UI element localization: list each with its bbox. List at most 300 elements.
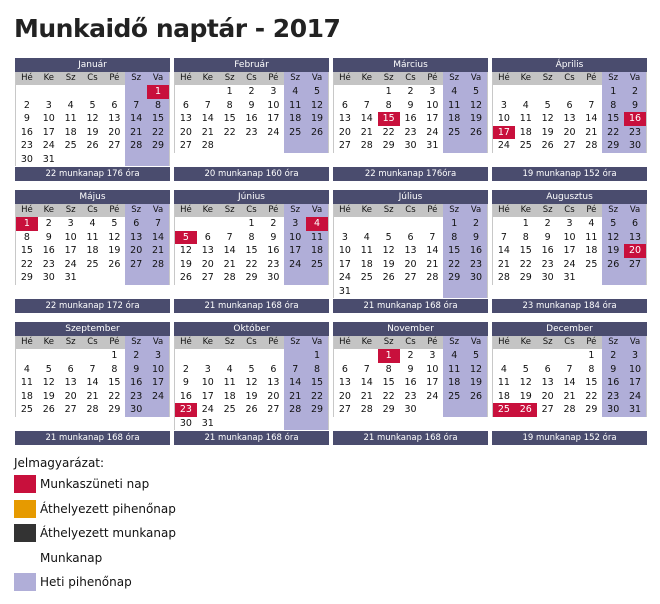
day-cell: 2 — [270, 218, 277, 229]
day-cell: 19 — [382, 258, 395, 270]
weekday-header: Sz — [284, 72, 306, 85]
day-cell: 17 — [426, 113, 439, 124]
day-cell: 18 — [443, 112, 465, 126]
weekday-header: Va — [306, 336, 328, 349]
day-cell: 5 — [45, 363, 52, 375]
day-cell: 26 — [541, 140, 554, 151]
day-cell: 4 — [226, 363, 233, 375]
month-6 — [174, 190, 329, 313]
day-cell: 16 — [602, 376, 624, 390]
empty-cell — [378, 285, 400, 299]
empty-cell — [60, 153, 82, 167]
day-cell: 16 — [404, 113, 417, 124]
day-cell: 16 — [465, 244, 487, 258]
day-cell: 12 — [519, 377, 532, 388]
day-cell: 22 — [602, 126, 624, 140]
day-cell: 7 — [588, 99, 595, 111]
day-cell: 7 — [500, 231, 507, 243]
day-cell: 22 — [306, 390, 328, 404]
weekday-header: Pé — [262, 204, 284, 217]
day-cell: 25 — [223, 404, 236, 415]
day-cell: 16 — [245, 113, 258, 124]
empty-cell — [400, 285, 422, 299]
weekday-header: Cs — [559, 72, 581, 85]
day-cell: 26 — [382, 272, 395, 283]
day-cell: 28 — [223, 272, 236, 283]
empty-cell — [16, 349, 38, 363]
empty-cell — [284, 349, 306, 363]
weekday-header: Ke — [197, 72, 219, 85]
day-cell: 5 — [306, 85, 328, 99]
empty-cell — [175, 349, 197, 363]
weekday-header: Hé — [493, 204, 515, 217]
weekday-header: Pé — [262, 336, 284, 349]
day-cell: 16 — [179, 390, 192, 402]
day-cell: 8 — [147, 99, 169, 113]
weekday-header: Hé — [175, 204, 197, 217]
day-cell: 12 — [179, 245, 192, 256]
weekday-header: Sz — [378, 204, 400, 217]
empty-cell — [82, 85, 104, 99]
legend-title: Jelmagyarázat: — [14, 456, 105, 470]
day-cell: 1 — [385, 86, 392, 97]
weekday-header: Ke — [356, 204, 378, 217]
weekday-header: Ke — [38, 204, 60, 217]
day-cell: 22 — [585, 390, 598, 402]
legend-item — [14, 497, 176, 522]
weekday-header: Hé — [493, 336, 515, 349]
weekday-header: Ke — [38, 336, 60, 349]
day-cell: 20 — [267, 390, 280, 402]
day-cell: 17 — [426, 377, 439, 388]
day-cell: 11 — [223, 377, 236, 388]
day-cell: 12 — [306, 99, 328, 113]
day-cell: 21 — [201, 126, 214, 138]
empty-cell — [219, 139, 241, 153]
day-cell: 19 — [179, 258, 192, 270]
day-cell: 4 — [522, 99, 529, 111]
month-grid — [15, 336, 170, 417]
day-cell: 27 — [541, 404, 554, 415]
day-cell: 13 — [563, 113, 576, 124]
empty-cell — [38, 349, 60, 363]
weekday-header: Cs — [559, 336, 581, 349]
day-cell: 4 — [363, 231, 370, 243]
day-cell: 24 — [497, 140, 510, 151]
month-grid — [15, 204, 170, 285]
day-cell: 3 — [624, 349, 646, 363]
weekday-header: Hé — [16, 204, 38, 217]
day-cell: 23 — [602, 390, 624, 404]
weekday-header: Va — [306, 72, 328, 85]
day-cell: 12 — [602, 231, 624, 245]
empty-cell — [537, 349, 559, 363]
day-cell: 13 — [338, 113, 351, 124]
weekday-header: Sz — [378, 72, 400, 85]
day-cell: 22 — [382, 390, 395, 402]
empty-cell — [421, 217, 443, 231]
day-cell: 23 — [125, 390, 147, 404]
day-cell: 12 — [465, 363, 487, 377]
day-cell: 17 — [493, 126, 515, 140]
day-cell: 19 — [541, 126, 554, 138]
day-cell: 2 — [602, 349, 624, 363]
empty-cell — [515, 85, 537, 99]
day-cell: 30 — [20, 153, 33, 165]
day-cell: 2 — [248, 86, 255, 97]
day-cell: 3 — [204, 363, 211, 375]
legend-items — [14, 472, 176, 595]
weekday-header: Va — [147, 72, 169, 85]
day-cell: 30 — [602, 403, 624, 417]
weekday-header: Va — [624, 72, 646, 85]
day-cell: 17 — [201, 390, 214, 402]
weekday-header: Va — [465, 204, 487, 217]
day-cell: 29 — [585, 404, 598, 415]
day-cell: 5 — [385, 231, 392, 243]
month-name: Április — [492, 58, 647, 72]
weekday-header: Ke — [197, 336, 219, 349]
day-cell: 5 — [89, 99, 96, 111]
weekday-header: Pé — [421, 204, 443, 217]
day-cell: 20 — [125, 244, 147, 258]
empty-cell — [624, 271, 646, 285]
legend-item — [14, 472, 176, 497]
empty-cell — [262, 349, 284, 363]
day-cell: 11 — [585, 231, 598, 243]
weekday-header: Va — [465, 336, 487, 349]
day-cell: 20 — [108, 126, 121, 138]
empty-cell — [284, 417, 306, 431]
month-summary: 19 munkanap 152 óra — [492, 167, 647, 181]
weekday-header: Sz — [125, 336, 147, 349]
day-cell: 21 — [360, 126, 373, 138]
day-cell: 5 — [175, 231, 197, 245]
legend-swatch — [14, 475, 36, 493]
day-cell: 22 — [20, 258, 33, 270]
day-cell: 17 — [563, 245, 576, 256]
day-cell: 4 — [443, 85, 465, 99]
month-grid — [492, 336, 647, 417]
weekday-header: Sz — [602, 204, 624, 217]
legend — [14, 456, 176, 595]
weekday-header: Ke — [515, 204, 537, 217]
day-cell: 25 — [493, 403, 515, 417]
month-summary: 21 munkanap 168 óra — [174, 431, 329, 445]
day-cell: 30 — [42, 272, 55, 283]
day-cell: 16 — [404, 377, 417, 388]
day-cell: 16 — [20, 126, 33, 138]
day-cell: 7 — [363, 99, 370, 111]
weekday-header: Va — [147, 204, 169, 217]
day-cell: 24 — [64, 258, 77, 270]
day-cell: 20 — [563, 126, 576, 138]
day-cell: 29 — [519, 272, 532, 283]
day-cell: 27 — [338, 404, 351, 415]
day-cell: 4 — [443, 349, 465, 363]
day-cell: 31 — [42, 153, 55, 165]
weekday-header: Sz — [602, 336, 624, 349]
weekday-header: Pé — [580, 336, 602, 349]
day-cell: 2 — [407, 350, 414, 361]
day-cell: 15 — [602, 112, 624, 126]
day-cell: 26 — [465, 126, 487, 140]
day-cell: 1 — [111, 350, 118, 361]
day-cell: 4 — [306, 217, 328, 231]
day-cell: 9 — [624, 99, 646, 113]
empty-cell — [103, 85, 125, 99]
day-cell: 12 — [541, 113, 554, 124]
empty-cell — [60, 349, 82, 363]
day-cell: 5 — [248, 363, 255, 375]
empty-cell — [147, 271, 169, 285]
empty-cell — [125, 271, 147, 285]
day-cell: 4 — [500, 363, 507, 375]
day-cell: 18 — [360, 258, 373, 270]
day-cell: 22 — [108, 390, 121, 402]
day-cell: 26 — [245, 404, 258, 415]
weekday-header: Va — [306, 204, 328, 217]
weekday-header: Sz — [443, 204, 465, 217]
day-cell: 18 — [519, 126, 532, 138]
day-cell: 2 — [407, 86, 414, 97]
day-cell: 23 — [465, 258, 487, 272]
empty-cell — [465, 139, 487, 153]
day-cell: 8 — [248, 231, 255, 243]
day-cell: 29 — [245, 272, 258, 283]
day-cell: 18 — [306, 244, 328, 258]
day-cell: 29 — [20, 272, 33, 283]
empty-cell — [284, 271, 306, 285]
weekday-header: Cs — [400, 72, 422, 85]
day-cell: 20 — [201, 258, 214, 270]
day-cell: 10 — [147, 363, 169, 377]
weekday-header: Sz — [443, 72, 465, 85]
weekday-header: Ke — [356, 336, 378, 349]
day-cell: 4 — [284, 85, 306, 99]
day-cell: 9 — [465, 231, 487, 245]
day-cell: 25 — [519, 140, 532, 151]
day-cell: 2 — [624, 85, 646, 99]
month-name: Szeptember — [15, 322, 170, 336]
day-cell: 1 — [306, 349, 328, 363]
month-summary: 21 munkanap 168 óra — [333, 431, 488, 445]
empty-cell — [175, 217, 197, 231]
day-cell: 29 — [306, 403, 328, 417]
day-cell: 10 — [42, 113, 55, 124]
day-cell: 7 — [89, 363, 96, 375]
month-summary: 19 munkanap 152 óra — [492, 431, 647, 445]
day-cell: 8 — [385, 99, 392, 111]
day-cell: 10 — [426, 363, 439, 375]
day-cell: 21 — [563, 390, 576, 402]
day-cell: 1 — [588, 350, 595, 361]
legend-item — [14, 546, 176, 571]
day-cell: 8 — [23, 231, 30, 243]
empty-cell — [147, 153, 169, 167]
weekday-header: Sz — [125, 204, 147, 217]
day-cell: 18 — [443, 376, 465, 390]
day-cell: 1 — [16, 217, 38, 231]
day-cell: 15 — [108, 377, 121, 388]
day-cell: 9 — [23, 113, 30, 124]
day-cell: 22 — [223, 126, 236, 138]
day-cell: 29 — [108, 404, 121, 415]
day-cell: 7 — [125, 99, 147, 113]
day-cell: 4 — [23, 363, 30, 375]
day-cell: 2 — [23, 99, 30, 111]
weekday-header: Pé — [421, 72, 443, 85]
day-cell: 24 — [338, 272, 351, 283]
weekday-header: Ke — [38, 72, 60, 85]
weekday-header: Sz — [284, 204, 306, 217]
day-cell: 25 — [443, 126, 465, 140]
month-8 — [492, 190, 647, 313]
day-cell: 17 — [624, 376, 646, 390]
day-cell: 25 — [585, 258, 598, 270]
day-cell: 30 — [404, 404, 417, 415]
day-cell: 27 — [267, 404, 280, 415]
weekday-header: Cs — [400, 336, 422, 349]
day-cell: 28 — [360, 140, 373, 151]
empty-cell — [262, 139, 284, 153]
day-cell: 21 — [497, 258, 510, 270]
day-cell: 14 — [125, 112, 147, 126]
day-cell: 3 — [341, 231, 348, 243]
day-cell: 13 — [404, 245, 417, 256]
day-cell: 31 — [426, 140, 439, 151]
weekday-header: Sz — [125, 72, 147, 85]
day-cell: 15 — [20, 245, 33, 256]
empty-cell — [421, 285, 443, 299]
empty-cell — [241, 417, 263, 431]
day-cell: 17 — [284, 244, 306, 258]
day-cell: 23 — [624, 126, 646, 140]
weekday-header: Pé — [580, 72, 602, 85]
empty-cell — [493, 217, 515, 231]
day-cell: 27 — [125, 258, 147, 272]
day-cell: 13 — [541, 377, 554, 388]
day-cell: 15 — [519, 245, 532, 256]
day-cell: 8 — [588, 363, 595, 375]
day-cell: 27 — [179, 140, 192, 151]
day-cell: 15 — [223, 113, 236, 124]
day-cell: 7 — [147, 217, 169, 231]
weekday-header: Va — [465, 72, 487, 85]
month-7 — [333, 190, 488, 313]
weekday-header: Cs — [241, 336, 263, 349]
day-cell: 11 — [519, 113, 532, 124]
empty-cell — [465, 285, 487, 299]
day-cell: 10 — [64, 231, 77, 243]
month-summary: 21 munkanap 168 óra — [174, 299, 329, 313]
day-cell: 6 — [544, 363, 551, 375]
month-11 — [333, 322, 488, 445]
month-grid — [174, 204, 329, 285]
day-cell: 12 — [108, 231, 121, 243]
day-cell: 7 — [284, 363, 306, 377]
weekday-header: Cs — [82, 336, 104, 349]
day-cell: 21 — [585, 126, 598, 138]
empty-cell — [219, 217, 241, 231]
day-cell: 19 — [108, 245, 121, 256]
day-cell: 23 — [404, 126, 417, 138]
weekday-header: Sz — [60, 204, 82, 217]
month-summary: 21 munkanap 168 óra — [333, 299, 488, 313]
day-cell: 31 — [563, 272, 576, 283]
day-cell: 27 — [624, 258, 646, 272]
day-cell: 9 — [248, 99, 255, 111]
day-cell: 11 — [86, 231, 99, 243]
empty-cell — [306, 417, 328, 431]
month-summary: 21 munkanap 168 óra — [15, 431, 170, 445]
day-cell: 12 — [245, 377, 258, 388]
day-cell: 1 — [522, 218, 529, 229]
day-cell: 13 — [267, 377, 280, 388]
day-cell: 11 — [306, 231, 328, 245]
weekday-header: Ke — [515, 336, 537, 349]
day-cell: 8 — [306, 363, 328, 377]
day-cell: 18 — [497, 390, 510, 402]
day-cell: 31 — [201, 417, 214, 429]
month-name: Július — [333, 190, 488, 204]
day-cell: 26 — [602, 258, 624, 272]
empty-cell — [465, 403, 487, 417]
day-cell: 22 — [519, 258, 532, 270]
weekday-header: Va — [147, 336, 169, 349]
day-cell: 30 — [267, 272, 280, 283]
empty-cell — [60, 85, 82, 99]
empty-cell — [334, 349, 356, 363]
month-2 — [174, 58, 329, 181]
day-cell: 3 — [500, 99, 507, 111]
day-cell: 8 — [385, 363, 392, 375]
weekday-header: Cs — [82, 72, 104, 85]
weekday-header: Sz — [537, 204, 559, 217]
day-cell: 10 — [284, 231, 306, 245]
day-cell: 12 — [42, 377, 55, 388]
day-cell: 10 — [267, 99, 280, 111]
day-cell: 31 — [338, 285, 351, 297]
month-4 — [492, 58, 647, 181]
day-cell: 15 — [443, 244, 465, 258]
empty-cell — [378, 217, 400, 231]
day-cell: 20 — [404, 258, 417, 270]
empty-cell — [284, 139, 306, 153]
day-cell: 12 — [382, 245, 395, 256]
day-cell: 9 — [407, 99, 414, 111]
day-cell: 20 — [338, 126, 351, 138]
day-cell: 23 — [267, 258, 280, 270]
day-cell: 24 — [42, 140, 55, 151]
month-summary: 22 munkanap 176óra — [333, 167, 488, 181]
day-cell: 29 — [147, 139, 169, 153]
month-name: December — [492, 322, 647, 336]
month-summary: 22 munkanap 172 óra — [15, 299, 170, 313]
day-cell: 12 — [86, 113, 99, 124]
day-cell: 20 — [541, 390, 554, 402]
day-cell: 9 — [544, 231, 551, 243]
month-grid — [492, 72, 647, 153]
day-cell: 14 — [223, 245, 236, 256]
day-cell: 8 — [602, 99, 624, 113]
day-cell: 19 — [465, 112, 487, 126]
day-cell: 5 — [465, 349, 487, 363]
empty-cell — [38, 85, 60, 99]
empty-cell — [356, 217, 378, 231]
day-cell: 30 — [125, 403, 147, 417]
day-cell: 6 — [566, 99, 573, 111]
